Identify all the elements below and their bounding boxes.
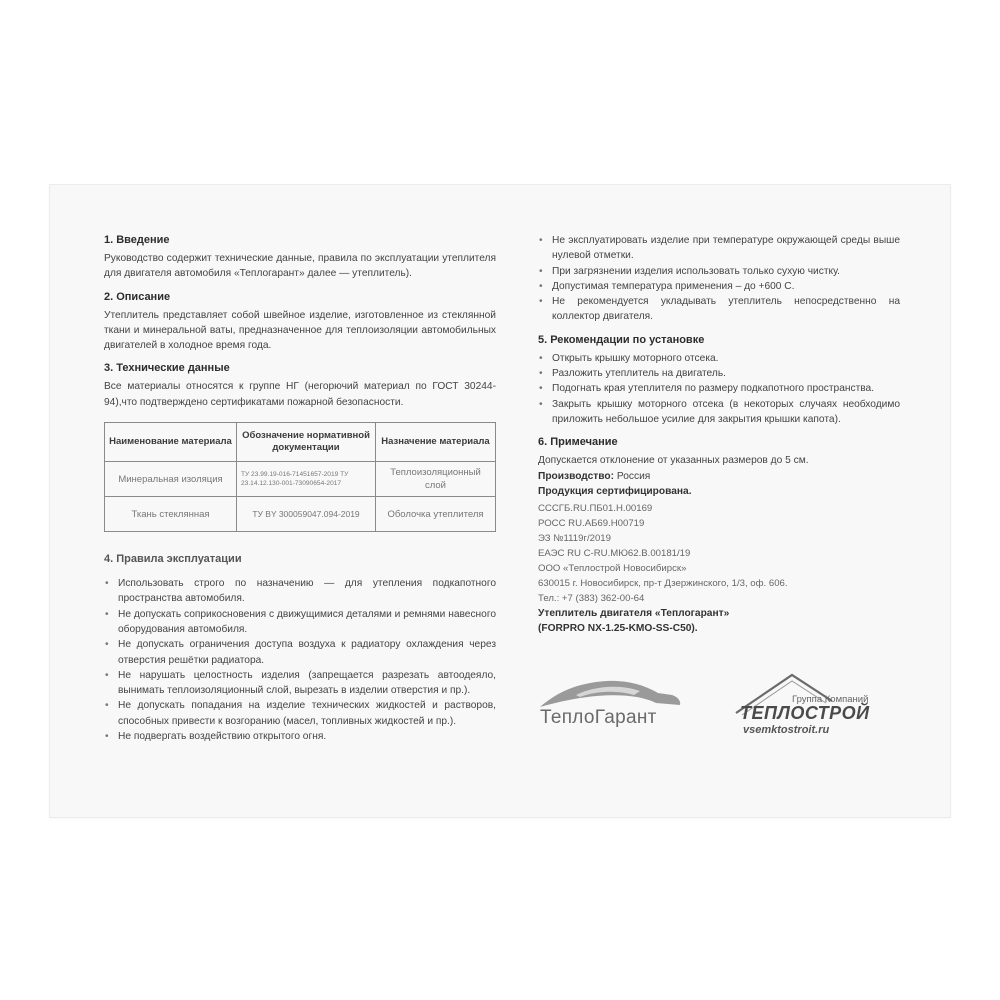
section-title: 6. Примечание: [538, 436, 618, 449]
table-header: Назначение материала: [376, 423, 496, 462]
production-value: Россия: [614, 470, 651, 482]
section-note: [538, 435, 900, 636]
note-text: Допускается отклонение от указанных размеров до 5 см.: [538, 455, 809, 467]
table-cell: ТУ 23.99.19-016-71451657-2019 ТУ 23.14.12.130-001-73090654-2017: [237, 462, 376, 497]
section-title: 1. Введение: [104, 234, 170, 246]
list-item: • Не допускать ограничения доступа воздуха к радиатору охлаждения через отверстия решётки радиатора.: [104, 637, 496, 668]
teplostroy-logo-text: ТЕПЛОСТРОЙ: [740, 703, 870, 723]
section-tech: [104, 361, 496, 532]
section-title: 5. Рекомендации по установке: [538, 333, 705, 346]
production-label: Производство:: [538, 470, 615, 482]
table-cell: Теплоизоляционный слой: [376, 462, 496, 497]
rules-list-continued: [538, 233, 900, 325]
section-text: Утеплитель представляет собой швейное изделие, изготовленное из стеклянной ткани и минеральной ваты, предназначенное для теплоизоляции автомобильных двигателей в холодное время года.: [104, 309, 496, 352]
cert-number: ЭЗ №1119г/2019: [538, 533, 611, 545]
production-line: [538, 469, 900, 484]
product-name: Утеплитель двигателя «Теплогарант»: [538, 608, 730, 620]
instruction-sheet: [50, 185, 950, 817]
rules-list: [104, 576, 496, 744]
install-list: [538, 351, 900, 427]
cert-number: ЕАЭС RU C-RU.МЮ62.В.00181/19: [538, 548, 691, 560]
list-item: • Открыть крышку моторного отсека.: [538, 351, 900, 366]
section-install: [538, 333, 900, 427]
section-title: 3. Технические данные: [104, 362, 230, 375]
list-item: • Подогнать края утеплителя по размеру подкапотного пространства.: [538, 381, 900, 396]
list-item: • Использовать строго по назначению — для утепления подкапотного пространства автомобиля.: [104, 576, 496, 607]
section-intro: [104, 233, 496, 282]
cert-number: СССГБ.RU.ПБ01.Н.00169: [538, 503, 653, 515]
section-rules: [104, 552, 496, 744]
list-item: • Не эксплуатировать изделие при температуре окружающей среды выше нулевой отметки.: [538, 233, 900, 264]
section-title: 4. Правила эксплуатации: [104, 553, 242, 566]
table-cell: Оболочка утеплителя: [376, 497, 496, 532]
list-item: • Не допускать попадания на изделие технических жидкостей и растворов, способных привести к возгоранию (масел, топливных жидкостей и пр.).: [104, 698, 496, 729]
website-link[interactable]: vsemktostroit.ru: [743, 724, 830, 736]
company-address: 630015 г. Новосибирск, пр-т Дзержинского, 1/3, оф. 606.: [538, 578, 788, 590]
table-header-row: [105, 423, 496, 462]
right-column: [538, 233, 900, 637]
cert-number: РОСС RU.АБ69.Н00719: [538, 518, 645, 530]
materials-table: [104, 422, 496, 532]
table-cell: Ткань стеклянная: [105, 497, 237, 532]
company-phone: Тел.: +7 (383) 362-00-64: [538, 593, 645, 605]
section-description: [104, 290, 496, 354]
list-item: • При загрязнении изделия использовать только сухую чистку.: [538, 264, 900, 279]
certified-heading: Продукция сертифицирована.: [538, 485, 692, 497]
table-header: Обозначение нормативной документации: [237, 423, 376, 462]
left-column: [104, 233, 496, 752]
list-item: • Не рекомендуется укладывать утеплитель непосредственно на коллектор двигателя.: [538, 294, 900, 325]
product-code: (FORPRO NX-1.25-KMO-SS-C50).: [538, 623, 698, 635]
table-cell: Минеральная изоляция: [105, 462, 237, 497]
table-cell: ТУ BY 300059047.094-2019: [237, 497, 376, 532]
list-item: • Допустимая температура применения – до +600 С.: [538, 279, 900, 294]
table-header: Наименование материала: [105, 423, 237, 462]
list-item: • Закрыть крышку моторного отсека (в некоторых случаях необходимо приложить небольшое усилие для закрытия крышки капота).: [538, 397, 900, 428]
section-text: Все материалы относятся к группе НГ (негорючий материал по ГОСТ 30244-94),что подтверждено сертификатами пожарной безопасности.: [104, 381, 496, 408]
section-title: 2. Описание: [104, 290, 171, 303]
list-item: • Не допускать соприкосновения с движущимися деталями и ремнями навесного оборудования автомобиля.: [104, 607, 496, 638]
table-row: [105, 497, 496, 532]
table-row: [105, 462, 496, 497]
list-item: • Не подвергать воздействию открытого огня.: [104, 729, 496, 744]
list-item: • Разложить утеплитель на двигатель.: [538, 366, 900, 381]
company-name: ООО «Теплострой Новосибирск»: [538, 563, 687, 575]
teplostroy-group-label: Группа Компаний: [792, 694, 869, 705]
teplogarant-logo-text: ТеплоГарант: [540, 707, 657, 728]
section-text: Руководство содержит технические данные, правила по эксплуатации утеплителя для двигателя автомобиля «Теплогарант» далее — утеплитель).: [104, 253, 496, 280]
list-item: • Не нарушать целостность изделия (запрещается разрезать автоодеяло, вынимать теплоизоляционный слой, вырезать в изделии отверстия и пр.).: [104, 668, 496, 699]
